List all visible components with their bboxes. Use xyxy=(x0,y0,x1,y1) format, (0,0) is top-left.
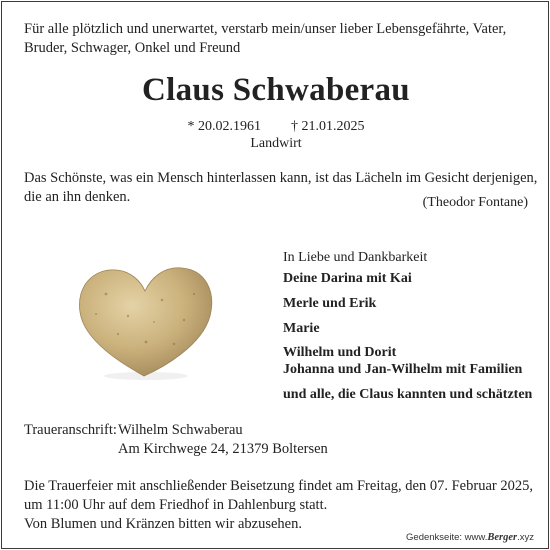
intro-line-1: Für alle plötzlich und unerwartet, verstarb mein/unser lieber Lebensgefährte, Vater, xyxy=(24,21,507,37)
quote-line-1: Das Schönste, was ein Mensch hinterlassen kann, ist das Lächeln im Gesicht derjenigen, xyxy=(24,170,538,186)
memorial-page-link[interactable] xyxy=(406,532,534,543)
flowers-note: Von Blumen und Kränzen bitten wir abzusehen. xyxy=(24,516,302,532)
family-line: Wilhelm und Dorit xyxy=(283,345,397,360)
life-dates xyxy=(2,119,550,135)
address-label: Traueranschrift: xyxy=(24,422,117,438)
family-line: Marie xyxy=(283,321,320,336)
occupation: Landwirt xyxy=(250,136,302,151)
footer-prefix: Gedenkseite: www. xyxy=(406,532,488,543)
quote-author: (Theodor Fontane) xyxy=(422,195,528,210)
family-line: Merle und Erik xyxy=(283,296,377,311)
obituary-notice xyxy=(1,1,549,549)
deceased-name: Claus Schwaberau xyxy=(142,72,410,108)
potato-heart-image xyxy=(66,264,222,382)
service-line-1: Die Trauerfeier mit anschließender Beisetzung findet am Freitag, den 07. Februar 2025, xyxy=(24,478,533,494)
intro-line-2: Bruder, Schwager, Onkel und Freund xyxy=(24,40,241,56)
footer-suffix: .xyz xyxy=(517,532,534,543)
service-line-2: um 11:00 Uhr auf dem Friedhof in Dahlenburg statt. xyxy=(24,497,328,513)
family-line: Johanna und Jan-Wilhelm mit Familien xyxy=(283,362,523,377)
family-intro: In Liebe und Dankbarkeit xyxy=(283,250,428,265)
death-date: † 21.01.2025 xyxy=(291,119,365,134)
address-name: Wilhelm Schwaberau xyxy=(118,422,243,438)
birth-date: * 20.02.1961 xyxy=(187,119,261,134)
quote-line-2: die an ihn denken. xyxy=(24,189,131,205)
service-info xyxy=(24,477,533,515)
family-line: Deine Darina mit Kai xyxy=(283,271,412,286)
family-line: und alle, die Claus kannten und schätzten xyxy=(283,387,533,402)
address-street: Am Kirchwege 24, 21379 Boltersen xyxy=(118,441,328,457)
intro-text xyxy=(24,20,506,58)
footer-brand: Berger xyxy=(487,532,518,543)
